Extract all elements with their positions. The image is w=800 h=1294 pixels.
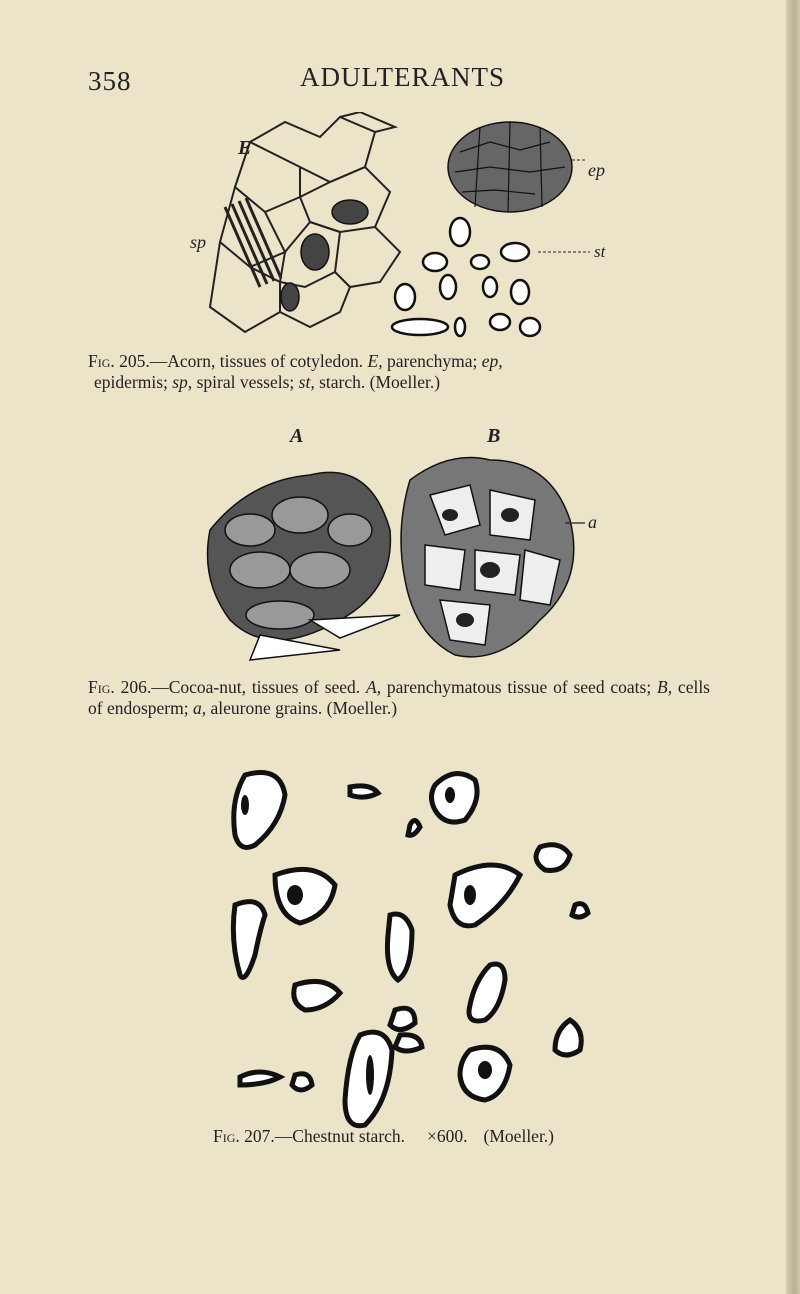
figure-205-caption: Fig. 205.—Acorn, tissues of cotyledon. E, parenchyma; ep, epidermis; sp, spiral vessels; st, starch. (Moeller.) bbox=[88, 351, 503, 392]
page-number: 358 bbox=[88, 66, 132, 96]
fig-label: Fig. bbox=[213, 1126, 240, 1146]
fig-label: Fig. bbox=[88, 351, 115, 371]
label-B: B bbox=[487, 425, 501, 447]
label-ep: ep bbox=[588, 160, 605, 180]
running-head: ADULTERANTS bbox=[300, 62, 506, 92]
figure-206-caption: Fig. 206.—Cocoa-nut, tissues of seed. A, parenchymatous tissue of seed coats; B, cells of endosperm; a, aleurone grains. (Moeller.) bbox=[88, 677, 710, 718]
figure-205-illustration bbox=[190, 112, 630, 347]
label-A: A bbox=[290, 425, 304, 447]
page-edge bbox=[786, 0, 800, 1294]
label-a: a bbox=[588, 512, 597, 532]
figure-207-caption: Fig. 207.—Chestnut starch. ×600. (Moeller.) bbox=[213, 1126, 555, 1146]
figure-207-illustration bbox=[200, 755, 620, 1140]
label-st: st bbox=[594, 242, 606, 261]
label-E: E bbox=[238, 137, 252, 159]
figure-206-illustration bbox=[190, 420, 630, 675]
fig-label: Fig. bbox=[88, 677, 115, 697]
label-sp: sp bbox=[190, 232, 207, 252]
